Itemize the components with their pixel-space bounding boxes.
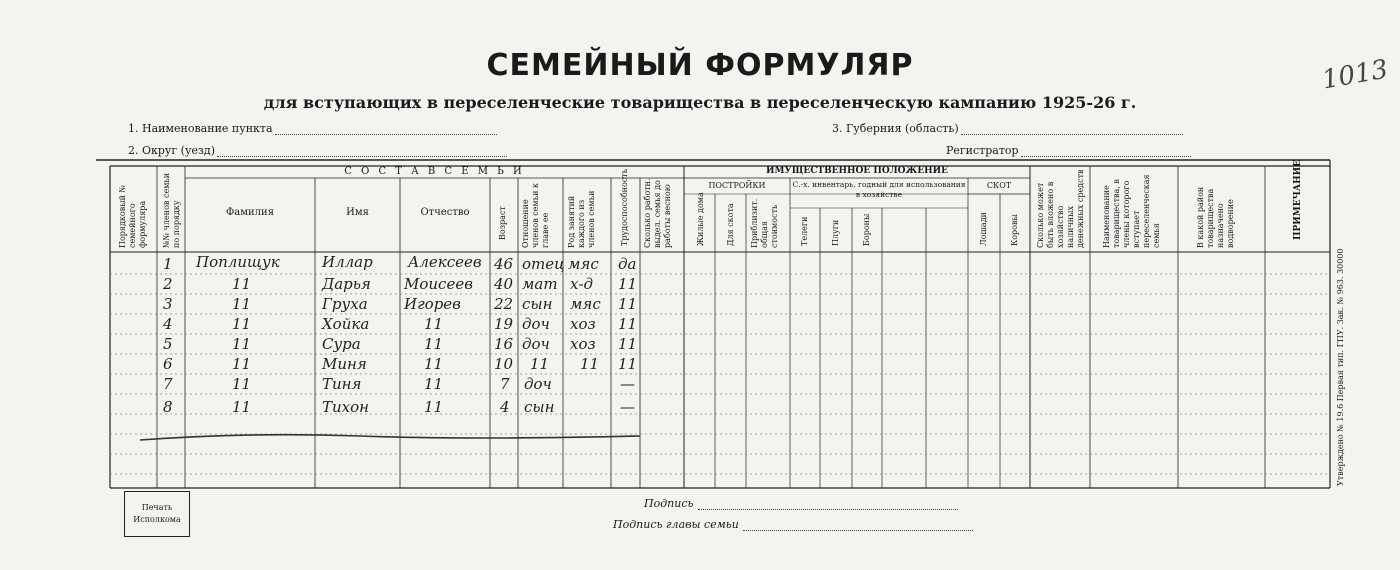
signature-line: Подпись xyxy=(644,497,958,510)
member-age: 40 xyxy=(494,275,514,293)
member-patronymic: 11 xyxy=(424,398,444,416)
member-patronymic: 11 xyxy=(424,335,444,353)
stamp-box xyxy=(124,491,190,537)
member-work: да xyxy=(618,255,637,273)
member-surname: 11 xyxy=(232,398,252,416)
member-age: 22 xyxy=(494,295,514,313)
header-carts: Телеги xyxy=(800,216,809,246)
member-occupation: 11 xyxy=(580,355,600,373)
member-age: 4 xyxy=(500,398,510,416)
member-name: Тихон xyxy=(322,398,370,416)
member-occupation: хоз xyxy=(570,315,596,333)
field-province: 3. Губерния (область) xyxy=(832,122,1183,135)
member-surname: 11 xyxy=(232,335,252,353)
header-workability: Трудоспособность xyxy=(620,168,629,246)
field-registrar: Регистратор xyxy=(946,144,1191,157)
header-harrows: Бороны xyxy=(862,213,871,246)
print-note: Утверждено № 19.6 Первая тип. ГПУ. Зак. № 963. 30000 xyxy=(1336,248,1345,486)
member-age: 7 xyxy=(500,375,510,393)
header-buildings: ПОСТРОЙКИ xyxy=(708,181,766,190)
member-patronymic: Игорев xyxy=(404,295,461,313)
member-name: Дарья xyxy=(322,275,371,293)
member-patronymic: 11 xyxy=(424,355,444,373)
header-member-no: №№ членов семьи по порядку xyxy=(162,172,181,248)
member-occupation: хоз xyxy=(570,335,596,353)
member-name: Миня xyxy=(322,355,367,373)
header-age: Возраст xyxy=(498,206,507,240)
field-settlement: 1. Наименование пункта xyxy=(128,122,497,135)
member-relation: доч xyxy=(522,315,550,333)
member-name: Хойка xyxy=(322,315,370,333)
header-cattle-sheds: Для скота xyxy=(726,203,735,246)
member-work: 11 xyxy=(618,295,638,313)
header-family-composition: С О С Т А В С Е М Ь И xyxy=(344,166,525,177)
member-age: 19 xyxy=(494,315,514,333)
member-surname: 11 xyxy=(232,295,252,313)
member-no: 2 xyxy=(163,275,173,293)
header-houses: Жилые дома xyxy=(696,192,705,246)
member-age: 10 xyxy=(494,355,514,373)
header-property: ИМУЩЕСТВЕННОЕ ПОЛОЖЕНИЕ xyxy=(765,166,949,176)
member-surname: Поплищук xyxy=(196,253,280,271)
header-horses: Лошади xyxy=(979,212,988,246)
member-name: Иллар xyxy=(322,253,373,271)
member-relation: доч xyxy=(524,375,552,393)
member-no: 3 xyxy=(163,295,173,313)
field-district: 2. Округ (уезд) xyxy=(128,144,507,157)
header-district: В какой район товарищества назначено водворение xyxy=(1196,186,1235,248)
header-occupation: Род занятий каждого из членов семьи xyxy=(567,190,596,248)
member-no: 8 xyxy=(163,398,173,416)
header-workers: Сколько работн. выдел. семья до работы весною xyxy=(643,178,672,248)
member-work: 11 xyxy=(618,335,638,353)
member-occupation: мяс xyxy=(570,295,601,313)
member-relation: сын xyxy=(522,295,553,313)
form-title: СЕМЕЙНЫЙ ФОРМУЛЯР xyxy=(486,48,914,83)
header-cows: Коровы xyxy=(1010,214,1019,246)
member-patronymic: Алексеев xyxy=(408,253,482,271)
member-work: 11 xyxy=(618,315,638,333)
header-partnership: Наименование товарищества, в члены которого вступает переселенческая семья xyxy=(1102,174,1161,248)
member-occupation: х-д xyxy=(570,275,594,293)
member-relation: мат xyxy=(522,275,558,293)
header-livestock: СКОТ xyxy=(986,181,1012,190)
header-funds: Сколько может быть вложено в хозяйство наличных денежных средств xyxy=(1036,169,1085,248)
member-relation: доч xyxy=(522,335,550,353)
member-patronymic: Моисеев xyxy=(404,275,473,293)
member-no: 5 xyxy=(163,335,173,353)
member-surname: 11 xyxy=(232,315,252,333)
member-work: — xyxy=(620,375,635,393)
member-occupation: мяс xyxy=(568,255,599,273)
header-name: Имя xyxy=(346,207,369,218)
page-number: 1013 xyxy=(1319,54,1391,96)
member-surname: 11 xyxy=(232,355,252,373)
stamp-line-2: Исполкома xyxy=(133,515,181,524)
member-relation: сын xyxy=(524,398,555,416)
header-relation: Отношение членов семьи к главе ее xyxy=(521,183,550,248)
member-work: 11 xyxy=(618,355,638,373)
member-relation: отец xyxy=(522,255,565,273)
header-inventory: С.-х. инвентарь, годный для использования в хозяйстве xyxy=(792,180,966,199)
member-no: 6 xyxy=(163,355,173,373)
header-notes-label: ПРИМЕЧАНИЕ xyxy=(1293,159,1303,240)
member-work: — xyxy=(620,398,635,416)
header-surname: Фамилия xyxy=(225,207,275,218)
header-approx-value: Приблизит. общая стоимость xyxy=(750,198,779,248)
member-surname: 11 xyxy=(232,275,252,293)
form-subtitle: для вступающих в переселенческие товарищества в переселенческую кампанию 1925-26 г. xyxy=(263,93,1137,112)
header-ploughs: Плуги xyxy=(831,219,840,246)
member-surname: 11 xyxy=(232,375,252,393)
member-age: 46 xyxy=(494,255,514,273)
member-relation: 11 xyxy=(530,355,550,373)
stamp-line-1: Печать xyxy=(141,503,173,512)
member-no: 7 xyxy=(163,375,173,393)
member-name: Сура xyxy=(322,335,361,353)
member-age: 16 xyxy=(494,335,514,353)
member-no: 1 xyxy=(163,255,173,273)
signature-head-line: Подпись главы семьи xyxy=(613,518,973,531)
member-no: 4 xyxy=(163,315,173,333)
member-patronymic: 11 xyxy=(424,315,444,333)
header-formular-no: Порядковый № семейного формуляра xyxy=(118,184,147,248)
member-name: Груха xyxy=(322,295,368,313)
member-patronymic: 11 xyxy=(424,375,444,393)
member-name: Тиня xyxy=(322,375,362,393)
member-work: 11 xyxy=(618,275,638,293)
header-patronymic: Отчество xyxy=(420,207,470,218)
